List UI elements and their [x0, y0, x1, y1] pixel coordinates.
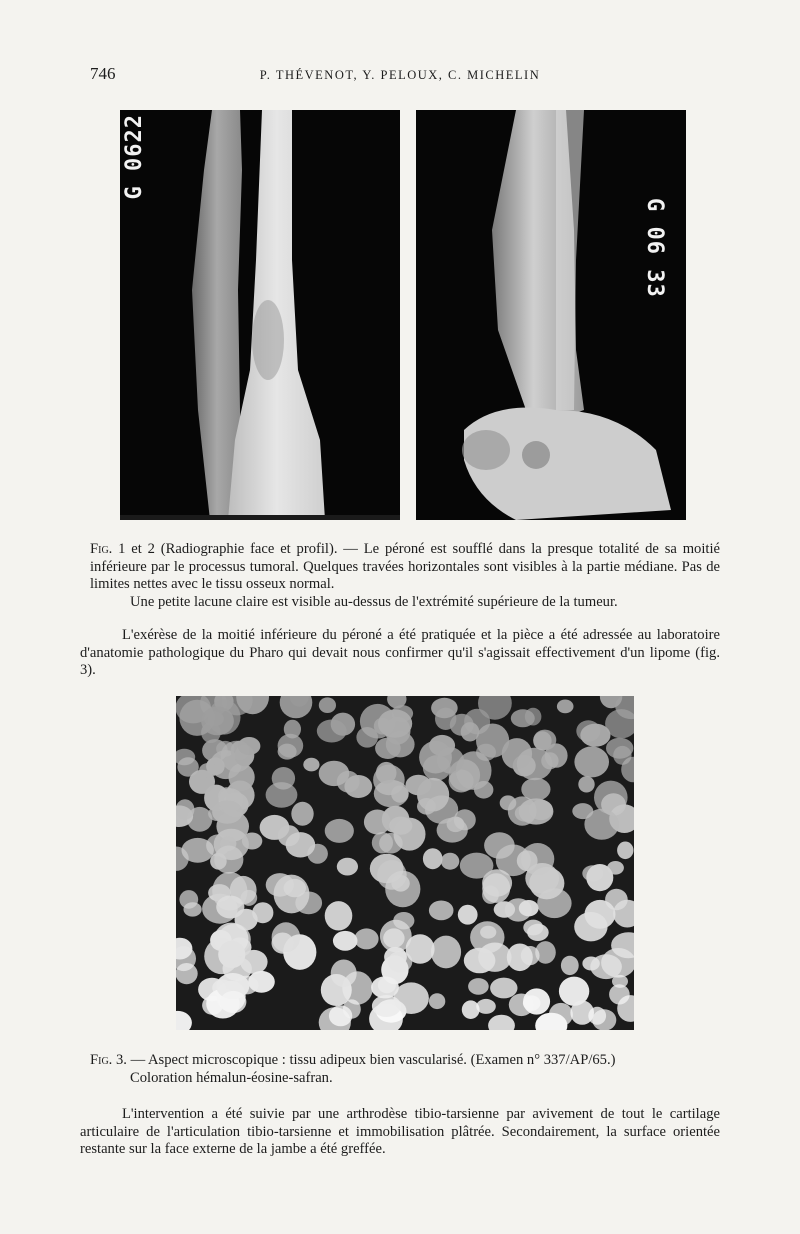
adipocyte-cell [590, 954, 622, 979]
adipocyte-cell [393, 912, 414, 929]
adipocyte-cell [494, 901, 515, 918]
adipocyte-cell [437, 747, 464, 773]
adipocyte-cell [488, 1015, 515, 1030]
adipocyte-cell [406, 775, 432, 796]
adipocyte-cell [272, 922, 301, 952]
adipocyte-cell [431, 936, 461, 969]
adipocyte-cell [523, 920, 543, 936]
adipocyte-cell [218, 941, 245, 968]
caption-text-2: Une petite lacune claire est visible au-dessus de l'extrémité supérieure de la tumeur. [130, 593, 618, 610]
adipocyte-cell [272, 767, 295, 790]
adipocyte-cell [584, 809, 619, 840]
adipocyte-cell [391, 786, 408, 803]
body-paragraph-1: L'exérèse de la moitié inférieure du péroné a été pratiquée et la pièce a été adressée au laboratoire d'anatomie pathologique du Pharo qui devait nous confirmer qu'il s'agissait effectivement d'un lipome (fig. 3). [80, 627, 720, 678]
adipocyte-cell [372, 995, 401, 1017]
adipocyte-cell [337, 858, 358, 876]
adipocyte-cell [523, 995, 541, 1010]
adipocyte-cell [343, 999, 361, 1018]
adipocyte-cell [460, 853, 494, 879]
caption-text-2: Coloration hémalun-éosine-safran. [130, 1069, 333, 1086]
adipocyte-cell [429, 901, 454, 921]
adipocyte-cell [376, 762, 397, 784]
adipocyte-cell [517, 748, 553, 781]
adipocyte-cell [319, 697, 336, 713]
adipocyte-cell [521, 946, 540, 965]
adipocyte-cell [286, 832, 316, 857]
radiograph-film-label: G 06 33 [642, 198, 667, 298]
adipocyte-cell [325, 819, 354, 843]
adipocyte-cell [238, 737, 261, 755]
adipocyte-cell [508, 796, 537, 825]
adipocyte-cell [586, 864, 613, 891]
adipocyte-cell [482, 873, 510, 903]
adipocyte-cell [559, 977, 589, 1006]
adipocyte-cell [325, 901, 353, 930]
adipocyte-cell [592, 1009, 616, 1030]
adipocyte-cell [242, 833, 262, 850]
adipocyte-cell [354, 928, 378, 949]
adipocyte-cell [537, 888, 571, 918]
adipocyte-cell [176, 963, 198, 984]
adipocyte-cell [406, 934, 435, 964]
adipocyte-cell [284, 879, 306, 897]
adipocyte-cell [464, 948, 496, 974]
adipocyte-cell [184, 902, 202, 916]
adipocyte-cell [176, 799, 194, 820]
page-number: 746 [90, 64, 116, 83]
adipocyte-cell [337, 771, 360, 793]
adipocyte-cell [425, 795, 458, 823]
figure-label: Fig. [90, 1052, 113, 1068]
adipocyte-cell [585, 900, 616, 929]
adipocyte-cell [356, 727, 378, 748]
adipocyte-cell [617, 842, 633, 860]
adipocyte-cell [214, 846, 243, 874]
body-paragraph-2: L'intervention a été suivie par une arthrodèse tibio-tarsienne par avivement de tout le cartilage articulaire de l'articulation tibio-tarsienne et immobilisation plâtrée. Secondairement, la surface orientée restante sur la face externe de la jambe a été greffée. [80, 1106, 720, 1157]
adipocyte-cell [378, 709, 412, 737]
radiograph-film-label: G 0622 [122, 114, 147, 200]
adipocyte-cell [284, 720, 301, 739]
adipocyte-cell [574, 746, 609, 777]
adipocyte-cell [429, 993, 445, 1009]
adipocyte-cell [557, 700, 574, 714]
adipocyte-cell [331, 713, 355, 736]
adipocyte-cell [521, 843, 554, 875]
figure-label: Fig. [90, 541, 113, 557]
adipocyte-cell [201, 707, 234, 736]
adipocyte-cell [458, 905, 478, 925]
adipocyte-cell [578, 776, 594, 792]
adipocyte-cell [291, 802, 313, 826]
adipocyte-cell [216, 896, 244, 919]
adipocyte-cell [331, 960, 357, 988]
adipocyte-cell [462, 1000, 480, 1019]
adipocyte-cell [461, 722, 480, 741]
adipocyte-cell [423, 848, 443, 869]
adipocyte-cell [182, 838, 214, 863]
adipocyte-cell [606, 738, 633, 759]
adipocyte-cell [220, 991, 246, 1013]
figure-3-micrograph [176, 696, 634, 1030]
figure-3-caption [90, 1052, 720, 1087]
adipocyte-cell [441, 853, 459, 870]
adipocyte-cell [561, 956, 579, 975]
adipocyte-cell [484, 832, 515, 859]
adipocyte-cell [176, 1011, 192, 1030]
adipocyte-cell [212, 800, 242, 823]
figure-1-radiograph-face [120, 110, 400, 520]
adipocyte-cell [468, 978, 489, 995]
adipocyte-cell [490, 978, 517, 999]
adipocyte-cell [431, 698, 458, 718]
adipocyte-cell [519, 900, 539, 916]
adipocyte-cell [333, 931, 358, 951]
running-head-authors: P. THÉVENOT, Y. PELOUX, C. MICHELIN [259, 68, 541, 82]
adipocyte-cell [384, 947, 407, 967]
caption-text: 1 et 2 (Radiographie face et profil). — Le péroné est soufflé dans la presque totalité de sa moitié inférieure par le processus tumoral. Quelques travées horizontales sont visibles à la partie médiane. Pas de limites nettes avec le tissu osseux normal. [90, 541, 720, 592]
adipocyte-cell [580, 724, 610, 747]
adipocyte-cell [389, 817, 412, 835]
adipocyte-cell [385, 871, 420, 908]
adipocyte-cell [533, 730, 556, 751]
adipocyte-cell [525, 708, 542, 726]
figure-1-2-caption [90, 541, 720, 611]
caption-text: 3. — Aspect microscopique : tissu adipeux bien vascularisé. (Examen n° 337/AP/65.) [112, 1052, 616, 1068]
adipocyte-cell [177, 757, 198, 776]
adipocyte-cell [303, 758, 319, 772]
adipocyte-cell [241, 890, 258, 906]
figure-2-radiograph-profile [416, 110, 686, 520]
